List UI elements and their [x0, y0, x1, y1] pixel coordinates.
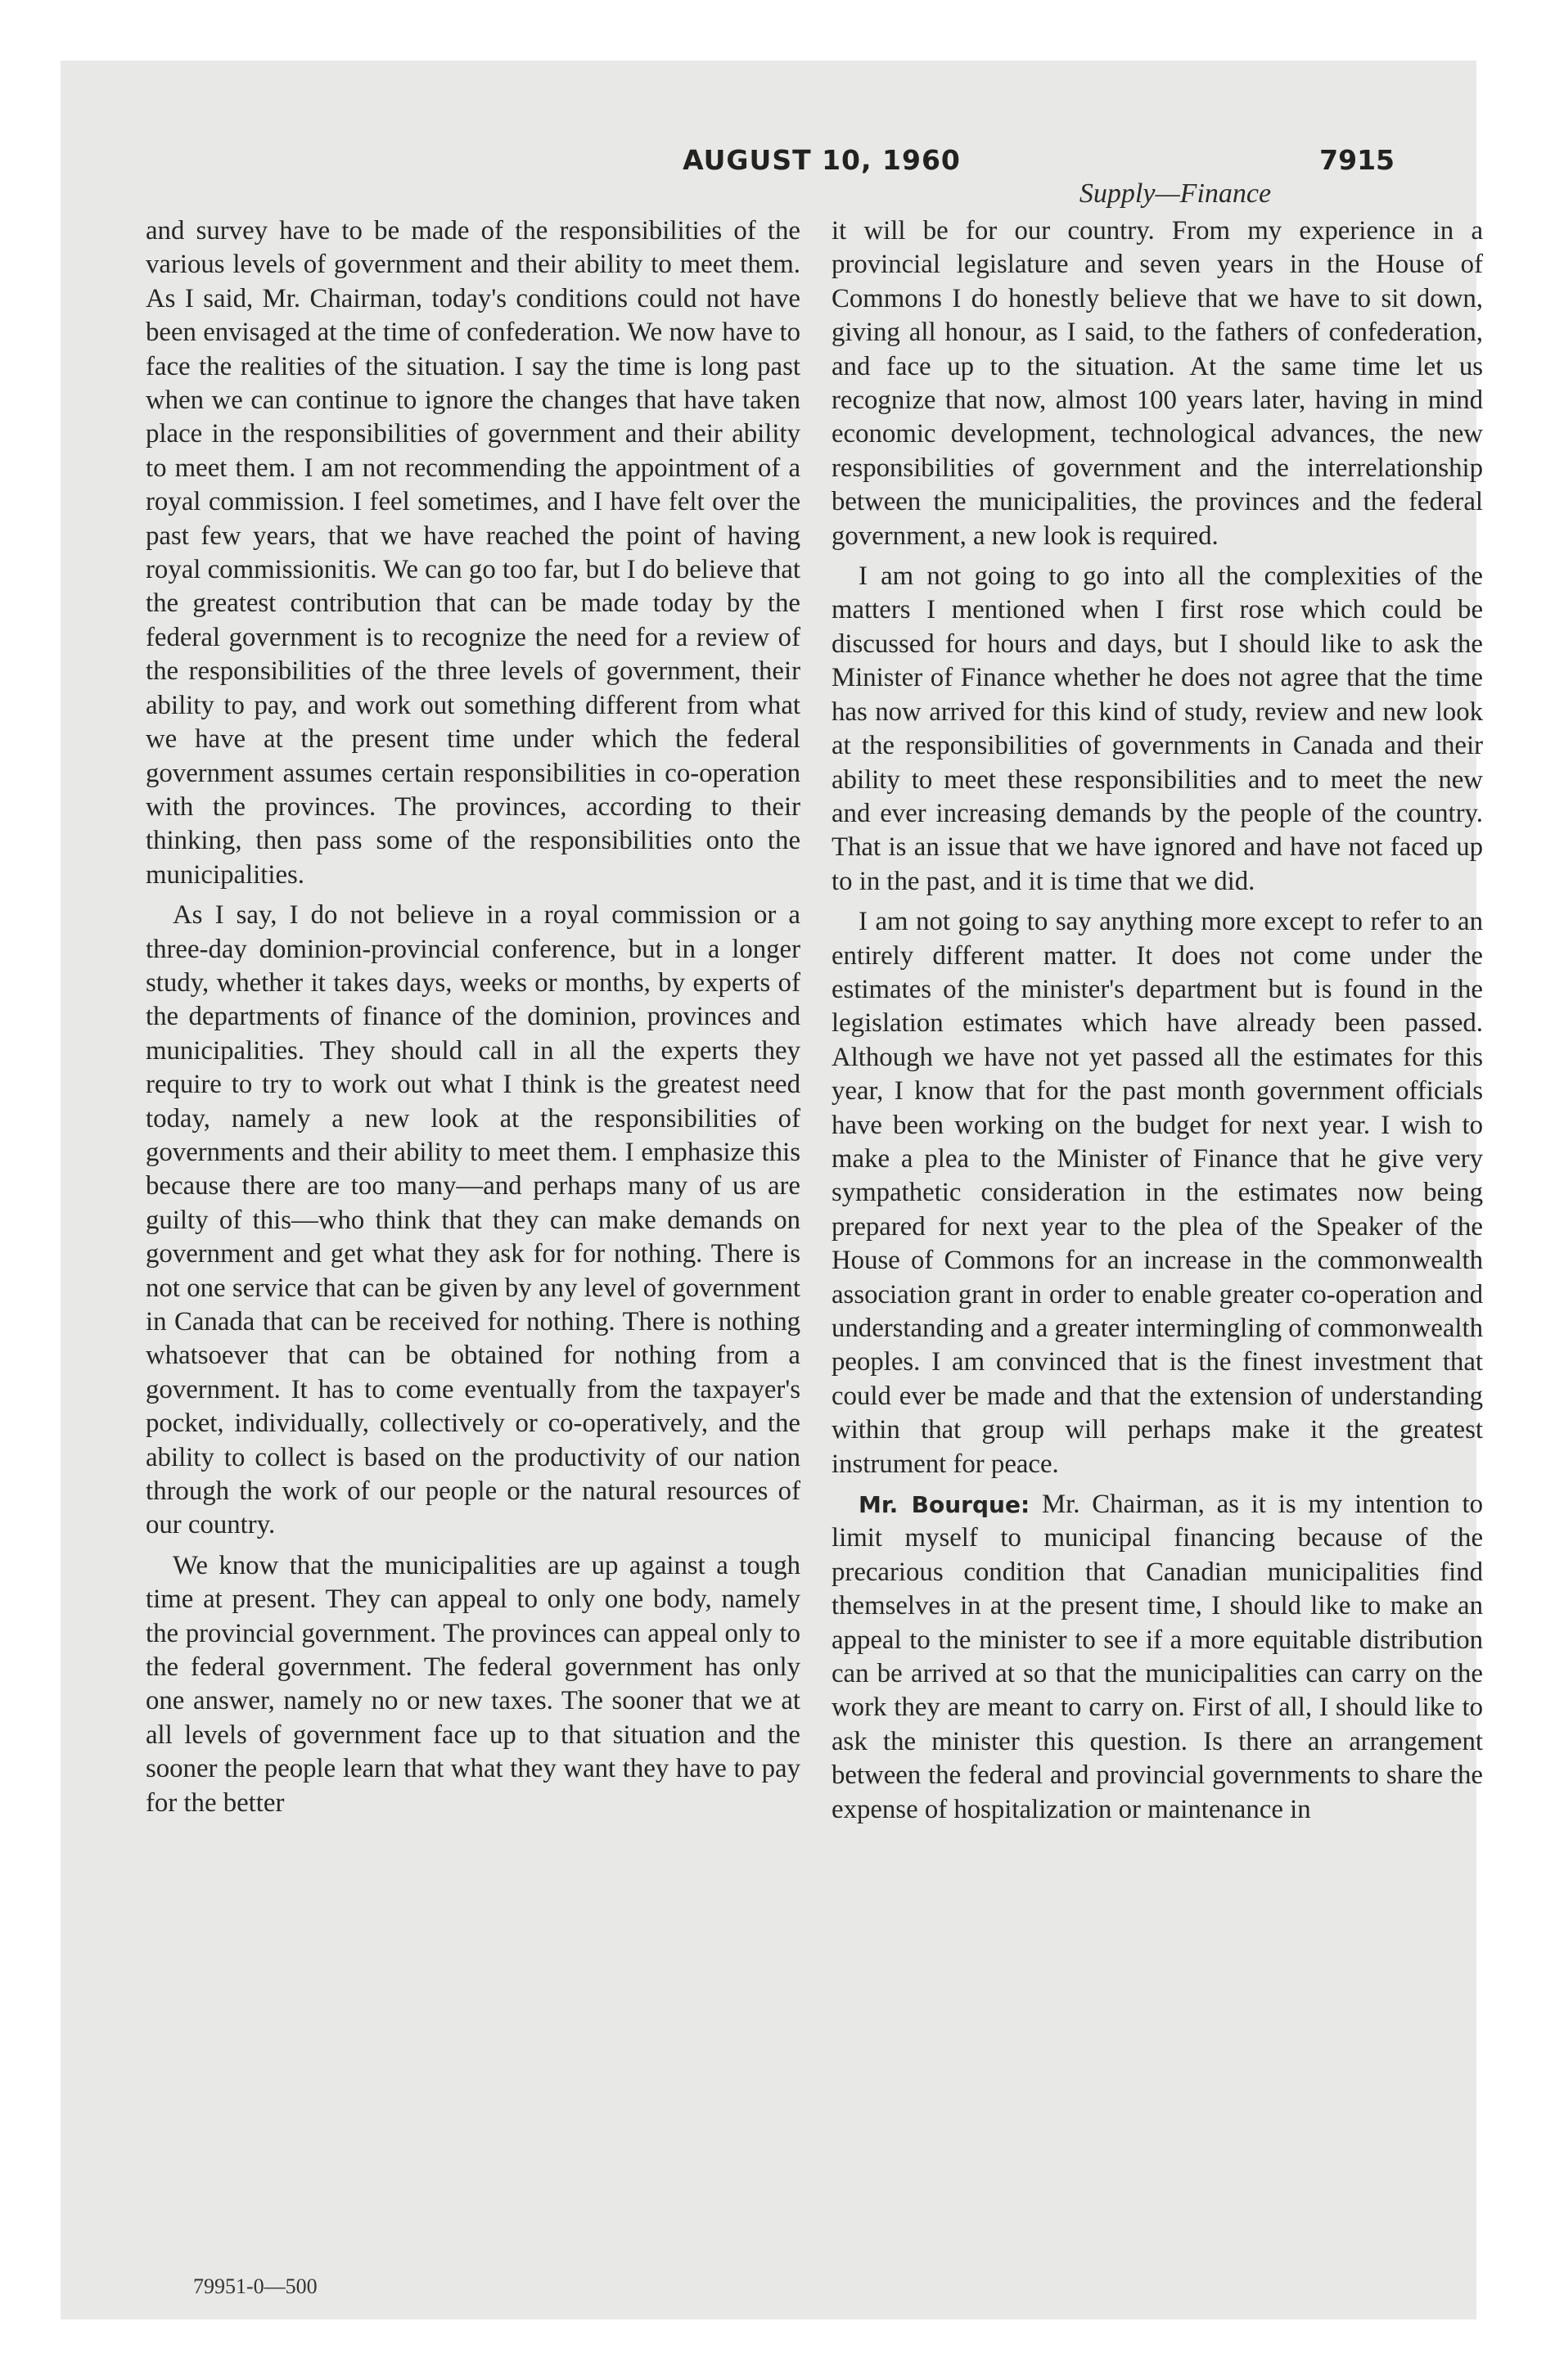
speaker-paragraph [832, 1488, 1483, 1827]
speaker-text: Mr. Chairman, as it is my intention to limit myself to municipal financing because of the precarious condition that Canadian municipalities find themselves in at the present time, I should like to make an appeal to the minister to see if a more equitable distribution can be arrived at so that the municipalities can carry on the work they are meant to carry on. First of all, I should like to ask the minister this question. Is there an arrangement between the federal and provincial governments to share the expense of hospitalization or maintenance in [832, 1490, 1483, 1824]
page-number: 7915 [1319, 144, 1395, 176]
paragraph: it will be for our country. From my experience in a provincial legislature and seven years in the House of Commons I do honestly believe that we have to sit down, giving all honour, as I said, to the fathers of confederation, and face up to the situation. At the same time let us recognize that now, almost 100 years later, having in mind economic development, technological advances, the new responsibilities of government and the interrelationship between the municipalities, the provinces and the federal government, a new look is required. [832, 216, 1483, 551]
speaker-name: Mr. Bourque: [859, 1491, 1030, 1519]
left-column [146, 214, 800, 1827]
footer-code: 79951-0—500 [193, 2274, 318, 2298]
paragraph: I am not going to go into all the complexities of the matters I mentioned when I first rose which could be discussed for hours and days, but I should like to ask the Minister of Finance whether he does not agree that the time has now arrived for this kind of study, review and new look at the responsibilities of governments in Canada and their ability to meet these responsibilities and to meet the new and ever increasing demands by the people of the country. That is an issue that we have ignored and have not faced up to in the past, and it is time that we did. [832, 561, 1483, 896]
page-sheet [61, 61, 1483, 2319]
paragraph: I am not going to say anything more except to refer to an entirely different matter. It does not come under the estimates of the minister's department but is found in the legislation estimates which have already been passed. Although we have not yet passed all the estimates for this year, I know that for the past month government officials have been working on the budget for next year. I wish to make a plea to the Minister of Finance that he give very sympathetic consideration in the estimates now being prepared for next year to the plea of the Speaker of the House of Commons for an increase in the commonwealth association grant in order to enable greater co-operation and understanding and a greater intermingling of commonwealth peoples. I am convinced that is the finest investment that could ever be made and that the extension of understanding within that group will perhaps make it the greatest instrument for peace. [832, 907, 1483, 1479]
paragraph: and survey have to be made of the responsibilities of the various levels of government and their ability to meet them. As I said, Mr. Chairman, today's conditions could not have been envisaged at the time of confederation. We now have to face the realities of the situation. I say the time is long past when we can continue to ignore the changes that have taken place in the responsibilities of government and their ability to meet them. I am not recommending the appointment of a royal commission. I feel sometimes, and I have felt over the past few years, that we have reached the point of having royal commissionitis. We can go too far, but I do believe that the greatest contribution that can be made today by the federal government is to recognize the need for a review of the responsibilities of the three levels of government, their ability to pay, and work out something different from what we have at the present time under which the federal government assumes certain responsibilities in co-operation with the provinces. The provinces, according to their thinking, then pass some of the responsibilities onto the municipalities. [146, 216, 800, 890]
page-date: AUGUST 10, 1960 [683, 144, 961, 176]
paragraph: As I say, I do not believe in a royal commission or a three-day dominion-provincial conference, but in a longer study, whether it takes days, weeks or months, by experts of the departments of finance of the dominion, provinces and municipalities. They should call in all the experts they require to try to work out what I think is the greatest need today, namely a new look at the responsibilities of governments and their ability to meet them. I emphasize this because there are too many—and perhaps many of us are guilty of this—who think that they can make demands on government and get what they ask for for nothing. There is not one service that can be given by any level of government in Canada that can be received for nothing. There is nothing whatsoever that can be obtained for nothing from a government. It has to come eventually from the taxpayer's pocket, individually, collectively or co-operatively, and the ability to collect is based on the productivity of our nation through the work of our people or the natural resources of our country. [146, 900, 800, 1540]
paragraph: We know that the municipalities are up against a tough time at present. They can appeal to only one body, namely the provincial government. The provinces can appeal only to the federal government. The federal government has only one answer, namely no or new taxes. The sooner that we at all levels of government face up to that situation and the sooner the people learn that what they want they have to pay for the better [146, 1550, 800, 1818]
right-column [832, 214, 1483, 1833]
section-subhead: Supply—Finance [1079, 178, 1272, 209]
